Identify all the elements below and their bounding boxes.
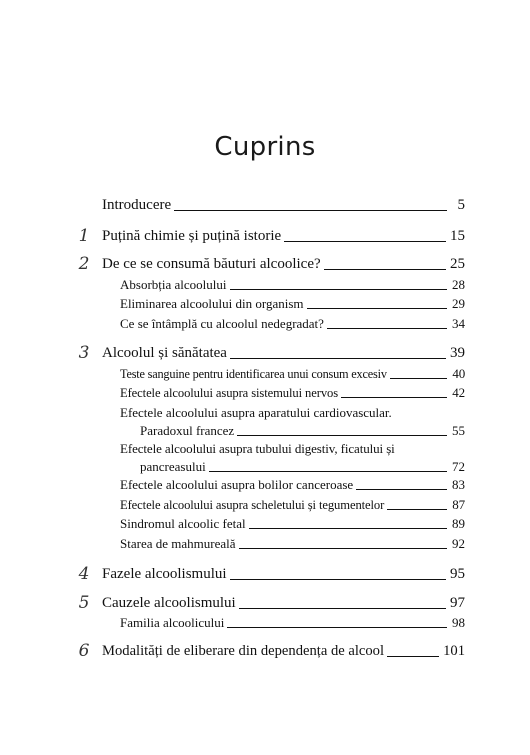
- leader-line: [324, 269, 446, 270]
- leader-line: [239, 548, 448, 549]
- toc-page-number: 95: [450, 566, 465, 582]
- toc-entry-text: Eliminarea alcoolului din organism: [120, 296, 304, 311]
- toc-entry-text: Introducere: [102, 197, 172, 213]
- toc-entry-introducere[interactable]: [0, 197, 530, 217]
- toc-entry-chapter-4[interactable]: [0, 566, 530, 586]
- leader-line: [307, 308, 447, 309]
- toc-page-number: 25: [450, 256, 465, 272]
- toc-page-number: 87: [452, 497, 465, 512]
- page-title: Cuprins: [214, 132, 316, 162]
- toc-page-number: 5: [457, 197, 465, 213]
- leader-line: [239, 608, 446, 609]
- toc-entry-text: Sindromul alcoolic fetal: [120, 516, 246, 531]
- toc-entry-text: Alcoolul și sănătatea: [102, 345, 227, 361]
- toc-entry-sistemul-nervos[interactable]: [0, 385, 530, 405]
- chapter-number: 5: [78, 593, 90, 613]
- toc-entry-chapter-3[interactable]: [0, 345, 530, 365]
- leader-line: [341, 397, 447, 398]
- leader-line: [284, 241, 446, 242]
- toc-entry-familia-alcoolicului[interactable]: [0, 615, 530, 635]
- toc-entry-text: Ce se întâmplă cu alcoolul nedegradat?: [120, 316, 324, 331]
- toc-page-number: 72: [452, 459, 465, 474]
- toc-page-number: 28: [452, 277, 465, 292]
- toc-page-number: 55: [452, 423, 465, 438]
- chapter-number: 2: [78, 254, 90, 274]
- leader-line: [230, 579, 446, 580]
- leader-line: [237, 435, 447, 436]
- toc-entry-chapter-2[interactable]: [0, 256, 530, 276]
- toc-entry-chapter-6[interactable]: [0, 643, 530, 663]
- toc-entry-chapter-1[interactable]: [0, 228, 530, 248]
- chapter-number: 6: [78, 641, 90, 661]
- toc-page-number: 101: [443, 643, 465, 659]
- toc-entry-teste-sanguine[interactable]: [0, 366, 530, 386]
- toc-entry-text: Efectele alcoolului asupra tubului digestiv, ficatului și: [120, 441, 395, 456]
- toc-entry-text: Fazele alcoolismului: [102, 566, 227, 582]
- toc-entry-chapter-5[interactable]: [0, 595, 530, 615]
- toc-entry-cardiovascular[interactable]: [0, 405, 530, 445]
- toc-entry-text: Efectele alcoolului asupra aparatului cardiovascular.: [120, 405, 392, 420]
- toc-page-number: 34: [452, 316, 465, 331]
- leader-line: [387, 656, 439, 657]
- leader-line: [327, 328, 447, 329]
- toc-page-number: 40: [452, 366, 465, 381]
- toc-entry-text: Starea de mahmureală: [120, 536, 236, 551]
- toc-entry-eliminarea[interactable]: [0, 296, 530, 316]
- leader-line: [387, 509, 447, 510]
- toc-entry-text: Familia alcoolicului: [120, 615, 225, 630]
- toc-entry-text: Efectele alcoolului asupra bolilor canceroase: [120, 477, 354, 492]
- leader-line: [230, 358, 446, 359]
- toc-entry-text: Efectele alcoolului asupra scheletului și tegumentelor: [120, 498, 385, 512]
- leader-line: [390, 378, 447, 379]
- leader-line: [209, 471, 447, 472]
- leader-line: [227, 627, 447, 628]
- leader-line: [174, 210, 447, 211]
- toc-page-number: 92: [452, 536, 465, 551]
- toc-page-number: 29: [452, 296, 465, 311]
- toc-page-number: 15: [450, 228, 465, 244]
- toc-page-number: 98: [452, 615, 465, 630]
- toc-page-number: 39: [450, 345, 465, 361]
- leader-line: [356, 489, 447, 490]
- toc-entry-tubul-digestiv[interactable]: [0, 441, 530, 481]
- toc-entry-absorbtia[interactable]: [0, 277, 530, 297]
- leader-line: [249, 528, 447, 529]
- toc-entry-boli-canceroase[interactable]: [0, 477, 530, 497]
- toc-entry-text: De ce se consumă băuturi alcoolice?: [102, 256, 321, 272]
- toc-entry-text: Teste sanguine pentru identificarea unui consum excesiv: [120, 367, 387, 381]
- toc-entry-text-continued: Paradoxul francez: [140, 423, 235, 438]
- toc-entry-sindromul-fetal[interactable]: [0, 516, 530, 536]
- toc-entry-text: Absorbția alcoolului: [120, 277, 227, 292]
- leader-line: [230, 289, 447, 290]
- toc-entry-schelet-tegumente[interactable]: [0, 497, 530, 517]
- chapter-number: 1: [78, 226, 90, 246]
- toc-page-number: 89: [452, 516, 465, 531]
- toc-page-number: 97: [450, 595, 465, 611]
- toc-entry-text: Modalități de eliberare din dependența de alcool: [102, 643, 385, 659]
- toc-entry-nedegradat[interactable]: [0, 316, 530, 336]
- toc-entry-text-continued: pancreasului: [140, 459, 206, 474]
- toc-entry-text: Puțină chimie și puțină istorie: [102, 228, 282, 244]
- toc-entry-text: Cauzele alcoolismului: [102, 595, 236, 611]
- toc-entry-mahmureala[interactable]: [0, 536, 530, 556]
- chapter-number: 3: [78, 343, 90, 363]
- chapter-number: 4: [78, 564, 90, 584]
- toc-entry-text: Efectele alcoolului asupra sistemului nervos: [120, 386, 339, 400]
- toc-page-number: 83: [452, 477, 465, 492]
- toc-page-number: 42: [452, 385, 465, 400]
